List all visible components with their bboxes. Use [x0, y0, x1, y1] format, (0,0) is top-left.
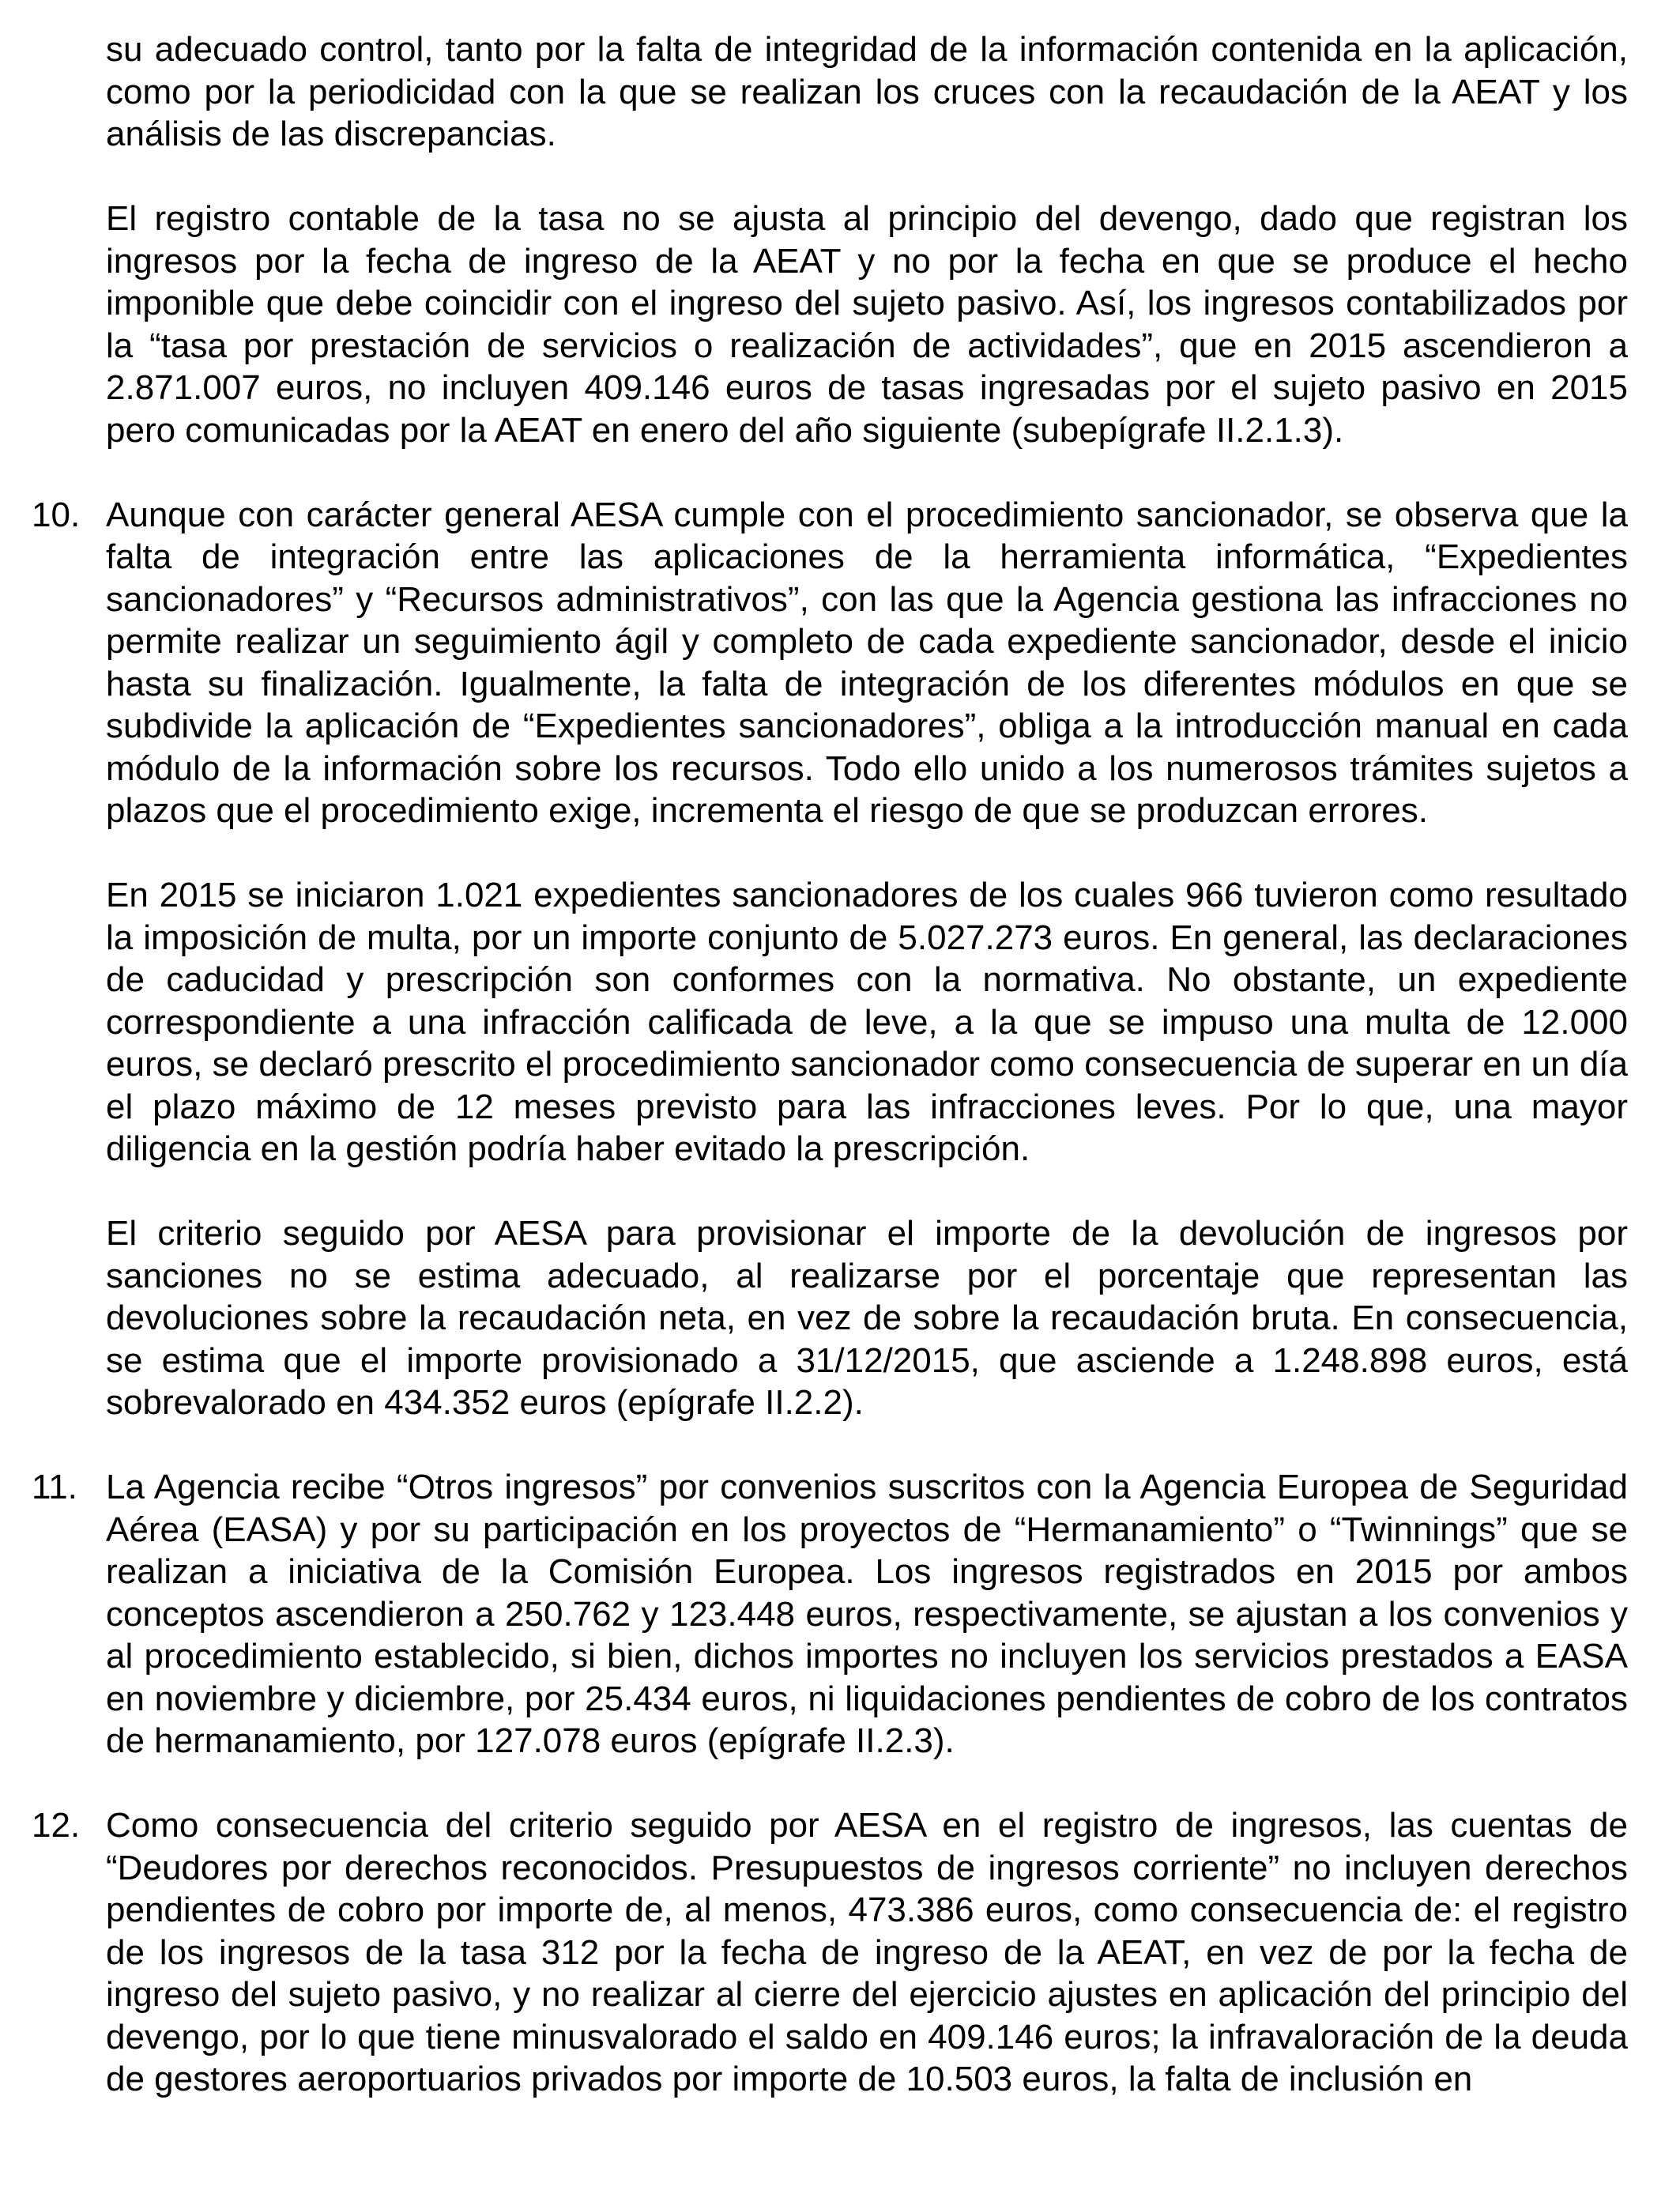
document-body — [32, 28, 1628, 2143]
numbered-item-11 — [32, 1466, 1628, 1762]
item-10-paragraph-3: El criterio seguido por AESA para provisionar el importe de la devolución de ingresos por sanciones no se estima adecuado, al realizarse por el porcentaje que representan las devoluciones sobre la recaudación neta, en vez de sobre la recaudación bruta. En consecuencia, se estima que el importe provisionado a 31/12/2015, que asciende a 1.248.898 euros, está sobrevalorado en 434.352 euros (epígrafe II.2.2). — [106, 1214, 1628, 1422]
intro-paragraph-1: su adecuado control, tanto por la falta de integridad de la información contenida en la aplicación, como por la periodicidad con la que se realizan los cruces con la recaudación de la AEAT y los análisis de las discrepancias. — [106, 30, 1628, 153]
item-number: 11. — [32, 1468, 77, 1506]
item-number: 12. — [32, 1806, 81, 1845]
intro-paragraph-2: El registro contable de la tasa no se ajusta al principio del devengo, dado que registran los ingresos por la fecha de ingreso de la AEAT y no por la fecha en que se produce el hecho imponible que debe coincidir con el ingreso del sujeto pasivo. Así, los ingresos contabilizados por la “tasa por prestación de servicios o realización de actividades”, que en 2015 ascendieron a 2.871.007 euros, no incluyen 409.146 euros de tasas ingresadas por el sujeto pasivo en 2015 pero comunicadas por la AEAT en enero del año siguiente (subepígrafe II.2.1.3). — [106, 199, 1628, 450]
item-10-paragraph-2: En 2015 se iniciaron 1.021 expedientes sancionadores de los cuales 966 tuvieron como resultado la imposición de multa, por un importe conjunto de 5.027.273 euros. En general, las declaraciones de caducidad y prescripción son conformes con la normativa. No obstante, un expediente correspondiente a una infracción calificada de leve, a la que se impuso una multa de 12.000 euros, se declaró prescrito el procedimiento sancionador como consecuencia de superar en un día el plazo máximo de 12 meses previsto para las infracciones leves. Por lo que, una mayor diligencia en la gestión podría haber evitado la prescripción. — [106, 876, 1628, 1168]
item-number: 10. — [32, 495, 81, 534]
numbered-item-10 — [32, 494, 1628, 1424]
item-10-paragraph-1: Aunque con carácter general AESA cumple con el procedimiento sancionador, se observa que la falta de integración entre las aplicaciones de la herramienta informática, “Expedientes sancionadores” y “Recursos administrativos”, con las que la Agencia gestiona las infracciones no permite realizar un seguimiento ágil y completo de cada expediente sancionador, desde el inicio hasta su finalización. Igualmente, la falta de integración de los diferentes módulos en que se subdivide la aplicación de “Expedientes sancionadores”, obliga a la introducción manual en cada módulo de la información sobre los recursos. Todo ello unido a los numerosos trámites sujetos a plazos que el procedimiento exige, incrementa el riesgo de que se produzcan errores. — [106, 495, 1628, 830]
numbered-item-12 — [32, 1804, 1628, 2101]
item-12-paragraph-1: Como consecuencia del criterio seguido por AESA en el registro de ingresos, las cuentas de “Deudores por derechos reconocidos. Presupuestos de ingresos corriente” no incluyen derechos pendientes de cobro por importe de, al menos, 473.386 euros, como consecuencia de: el registro de los ingresos de la tasa 312 por la fecha de ingreso de la AEAT, en vez de por la fecha de ingreso del sujeto pasivo, y no realizar al cierre del ejercicio ajustes en aplicación del principio del devengo, por lo que tiene minusvalorado el saldo en 409.146 euros; la infravaloración de la deuda de gestores aeroportuarios privados por importe de 10.503 euros, la falta de inclusión en — [106, 1806, 1628, 2098]
item-11-paragraph-1: La Agencia recibe “Otros ingresos” por convenios suscritos con la Agencia Europea de Seguridad Aérea (EASA) y por su participación en los proyectos de “Hermanamiento” o “Twinnings” que se realizan a iniciativa de la Comisión Europea. Los ingresos registrados en 2015 por ambos conceptos ascendieron a 250.762 y 123.448 euros, respectivamente, se ajustan a los convenios y al procedimiento establecido, si bien, dichos importes no incluyen los servicios prestados a EASA en noviembre y diciembre, por 25.434 euros, ni liquidaciones pendientes de cobro de los contratos de hermanamiento, por 127.078 euros (epígrafe II.2.3). — [106, 1468, 1628, 1760]
